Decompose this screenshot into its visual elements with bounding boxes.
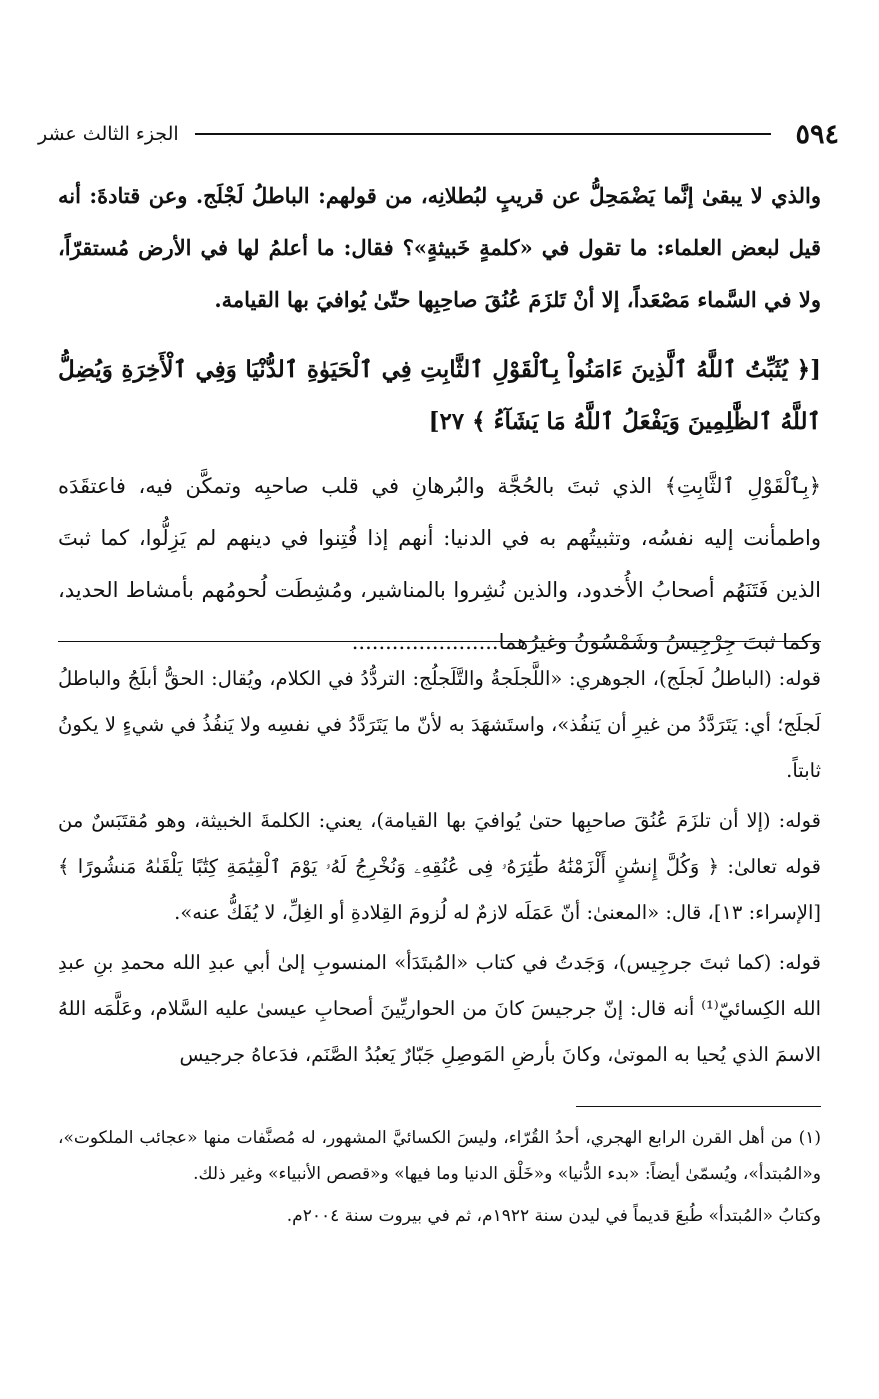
section-divider [58, 641, 821, 642]
main-text [58, 170, 821, 668]
page-number: ٥٩٤ [795, 118, 839, 150]
footnote-divider [576, 1106, 821, 1107]
footnote-1-continuation: وكتابُ «المُبتدأ» طُبعَ قديماً في ليدن سنة ١٩٢٢م، ثم في بيروت سنة ٢٠٠٤م. [286, 1206, 821, 1226]
quran-verse: [﴿ يُثَبِّتُ ٱللَّهُ ٱلَّذِينَ ءَامَنُواْ بِٱلْقَوْلِ ٱلثَّابِتِ فِي ٱلْحَيَوٰةِ ٱلدُّنْيَا وَفِي ٱلْأَخِرَةِ وَيُضِلُّ ٱللَّهُ ٱلظَّٰلِمِينَ وَيَفْعَلُ ٱللَّهُ مَا يَشَآءُ ﴾ ٢٧] [58, 356, 821, 435]
footnote-1: (١) من أهل القرن الرابع الهجري، أحدُ القُرّاء، وليسَ الكسائيَّ المشهور، له مُصنَّفات منها «عجائب الملكوت»، و«المُبتدأ»، ويُسمّىٰ أيضاً: «بدء الدُّنيا» و«خَلْق الدنيا وما فيها» و«قصص الأنبياء» وغير ذلك. [58, 1128, 821, 1184]
commentary [58, 656, 821, 1082]
running-head: الجزء الثالث عشر [38, 123, 179, 145]
header-rule [195, 133, 772, 135]
page-header [38, 112, 839, 156]
footnotes [58, 1120, 821, 1234]
main-paragraph-2: ﴿بِٱلْقَوْلِ ٱلثَّابِتِ﴾ الذي ثبتَ بالحُجَّة والبُرهانِ في قلب صاحبِه وتمكَّن فيه، فاعتقَدَه واطمأنت إليه نفسُه، وتثبيتُهم به في الدنيا: أنهم إذا فُتِنوا في دينهم لم يَزِلُّوا، كما ثبتَ الذين فَتَنَهُم أصحابُ الأُخدود، والذين نُشِروا بالمناشير، ومُشِطَت لُحومُهم بأمشاط الحديد، وكما ثبتَ جِرْجِيسُ وشَمْسُونُ وغيرُهما...................... [58, 474, 821, 654]
main-paragraph-1: والذي لا يبقىٰ إنَّما يَضْمَحِلُّ عن قريبٍ لبُطلانِه، من قولهم: الباطلُ لَجْلَج. وعن قتادةَ: أنه قيل لبعض العلماء: ما تقول في «كلمةٍ خَبيثةٍ»؟ فقال: ما أعلمُ لها في الأرض مُستقرّاً، ولا في السَّماء مَصْعَداً، إلا أنْ تَلزَمَ عُنُقَ صاحِبِها حتّىٰ يُوافيَ بها القيامة. [58, 183, 821, 312]
commentary-paragraph-1: قوله: (الباطلُ لَجلَج)، الجوهري: «اللَّجلَجةُ والتَّلَجلُج: التردُّدُ في الكلام، ويُقال: الحقُّ أبلَجُ والباطلُ لَجلَج؛ أي: يَتَرَدَّدُ من غيرِ أن يَنفُذ»، واستَشهَدَ به لأنّ ما يَتَرَدَّدُ في نفسِه ولا يَنفُذُ في شيءٍ لا يكونُ ثابتاً. [58, 667, 821, 782]
commentary-paragraph-3: قوله: (كما ثبتَ جرجِيس)، وَجَدتُ في كتاب «المُبتَدَأ» المنسوبِ إلىٰ أبي عبدِ الله محمدِ بنِ عبدِ الله الكِسائيّ⁽¹⁾ أنه قال: إنّ جرجيسَ كانَ من الحواريِّينَ أصحابِ عيسىٰ عليه السَّلام، وعَلَّمَه اللهُ الاسمَ الذي يُحيا به الموتىٰ، وكانَ بأرضِ المَوصِلِ جَبّارٌ يَعبُدُ الصَّنَم، فدَعاهُ جرجيس [58, 951, 822, 1066]
commentary-paragraph-2: قوله: (إلا أن تلزَمَ عُنُقَ صاحبِها حتىٰ يُوافيَ بها القيامة)، يعني: الكلمةَ الخبيثة، وهو مُقتَبَسٌ من قوله تعالىٰ: ﴿ وَكُلَّ إِنسَٰنٍ أَلْزَمْنَٰهُ طَٰٓئِرَهُۥ فِى عُنُقِهِۦ وَنُخْرِجُ لَهُۥ يَوْمَ ٱلْقِيَٰمَةِ كِتَٰبًا يَلْقَىٰهُ مَنشُورًا ﴾ [الإسراء: ١٣]، قال: «المعنىٰ: أنّ عَمَلَه لازمٌ له لُزومَ القِلادةِ أو الغِلِّ، لا يُفَكُّ عنه». [58, 809, 821, 924]
